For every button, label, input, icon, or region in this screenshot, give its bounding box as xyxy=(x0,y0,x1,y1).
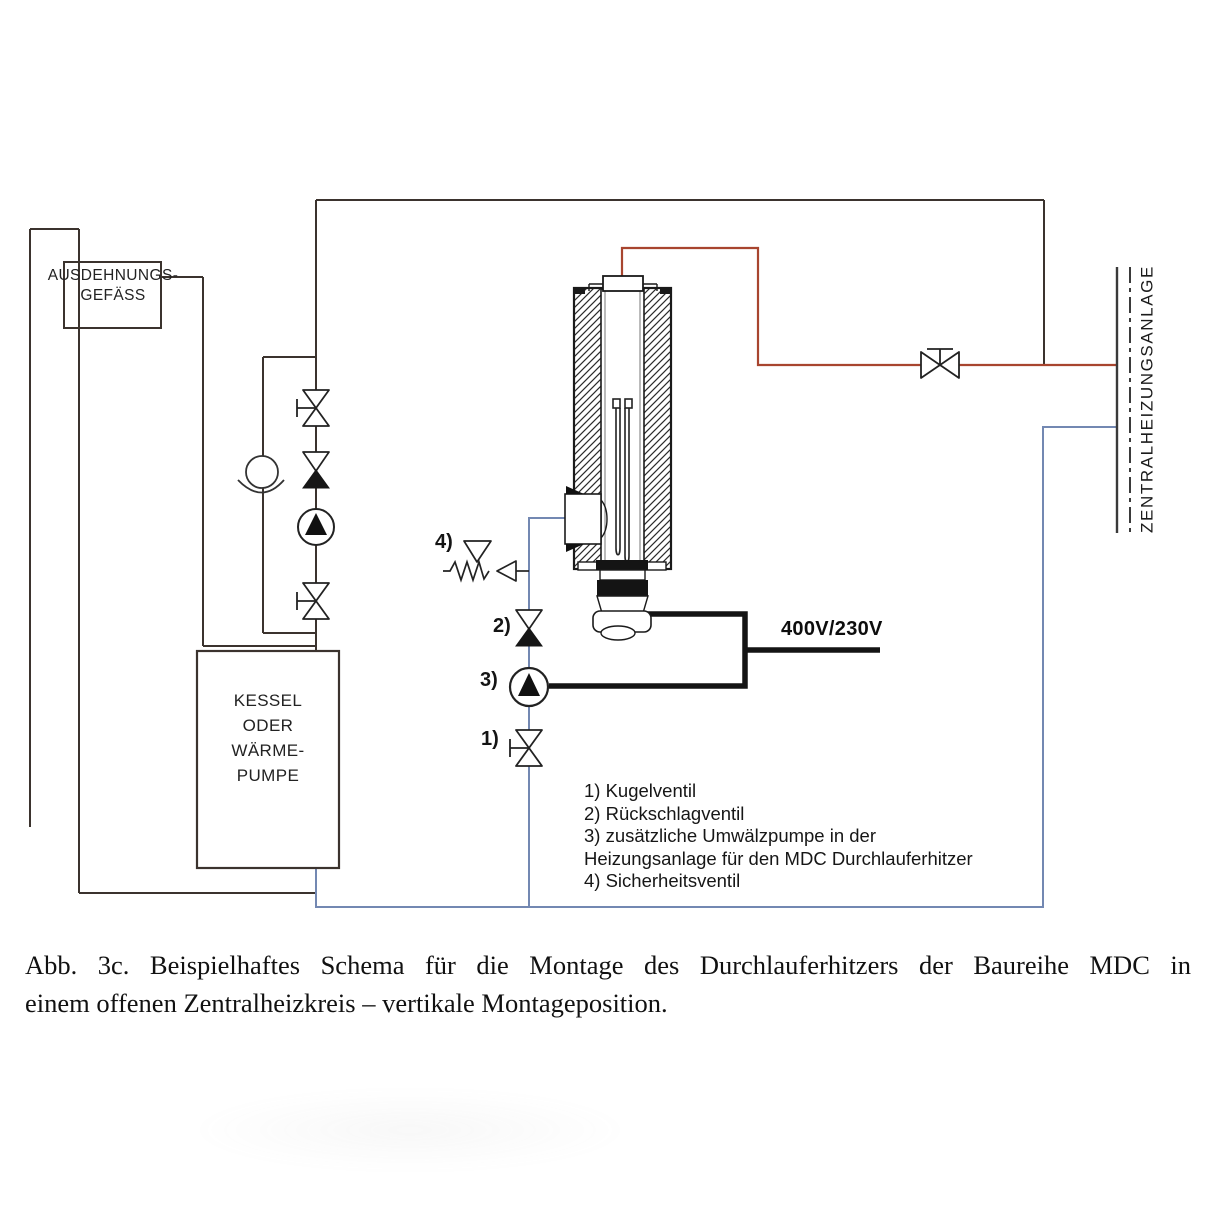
ball-valve-1 xyxy=(510,730,542,766)
legend-item-3: 3) zusätzliche Umwälzpumpe in der xyxy=(584,825,877,847)
figure-caption-line2: einem offenen Zentralheizkreis – vertikale Montageposition. xyxy=(25,988,668,1018)
heater-left-port xyxy=(565,486,607,552)
boiler-label-line3: WÄRME- xyxy=(231,741,305,760)
boiler-label xyxy=(197,688,339,788)
figure-caption xyxy=(25,946,1191,1022)
boiler-label-line1: KESSEL xyxy=(233,691,303,710)
figure-caption-line1: Abb. 3c. Beispielhaftes Schema für die Montage des Durchlauferhitzers der Baureihe MDC in xyxy=(25,950,1191,980)
legend xyxy=(584,780,1034,893)
marker-2: 2) xyxy=(493,615,511,637)
expansion-vessel-label xyxy=(24,266,202,306)
central-heating-boundary xyxy=(1117,267,1130,533)
pump-left xyxy=(298,509,334,545)
expansion-vessel-label-line1: AUSDEHNUNGS- xyxy=(47,267,179,284)
pump-3 xyxy=(510,668,548,706)
flow-pipe-red xyxy=(622,248,1116,365)
check-valve-2 xyxy=(516,610,542,646)
marker-3: 3) xyxy=(480,669,498,691)
marker-4: 4) xyxy=(435,531,453,553)
check-valve-left xyxy=(303,452,329,488)
legend-item-2: 2) Rückschlagventil xyxy=(584,802,745,824)
ball-valve-left-bottom xyxy=(297,583,329,619)
legend-item-3b: Heizungsanlage für den MDC Durchlauferhitzer xyxy=(584,847,973,869)
scan-smudge xyxy=(90,1070,730,1190)
marker-1: 1) xyxy=(481,728,499,750)
legend-item-1: 1) Kugelventil xyxy=(584,780,697,801)
central-heating-label: ZENTRALHEIZUNGSANLAGE xyxy=(1137,265,1157,533)
safety-valve xyxy=(443,541,529,581)
ball-valve-left-top xyxy=(297,390,329,426)
boiler-label-line4: PUMPE xyxy=(236,766,300,785)
voltage-label: 400V/230V xyxy=(781,618,883,640)
heater-unit xyxy=(565,276,671,640)
heater-gland xyxy=(578,560,666,640)
legend-item-4: 4) Sicherheitsventil xyxy=(584,870,741,892)
ball-valve-flow xyxy=(921,349,959,378)
boiler-label-line2: ODER xyxy=(242,716,294,735)
gauge-symbol xyxy=(238,456,284,493)
expansion-vessel-label-line2: GEFÄSS xyxy=(80,287,146,304)
